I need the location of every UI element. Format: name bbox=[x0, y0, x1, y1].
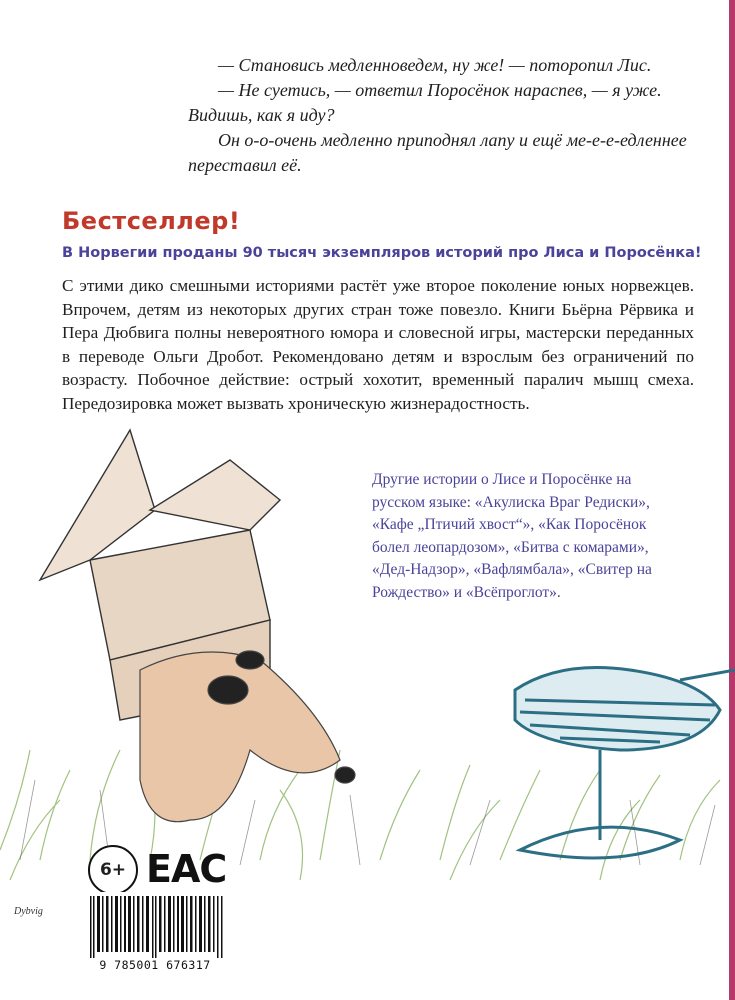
excerpt-line-2: — Не суетись, — ответил Поросёнок нараспев, — я уже. Видишь, как я иду? bbox=[188, 80, 662, 125]
illustrator-signature: Dybvig bbox=[14, 906, 43, 917]
promo-body: С этими дико смешными историями растёт уже второе поколение юных норвежцев. Впрочем, детям из некоторых других стран тоже повезло. Книги Бьёрна Рёрвика и Пера Дюбвига полны невероятного юмора и словесной игры, мастерски переданных в переводе Ольги Дробот. Рекомендовано детям и взрослым без ограничений по возрасту. Побочное действие: острый хохотит, временный паралич мышц смеха. Передозировка может вызвать хроническую жизнерадостность. bbox=[62, 276, 694, 413]
sales-subtitle: В Норвегии проданы 90 тысяч экземпляров историй про Лиса и Поросёнка! bbox=[62, 245, 702, 261]
fox-figure bbox=[140, 651, 355, 822]
other-stories-list bbox=[372, 469, 682, 604]
barcode-bars bbox=[90, 896, 224, 958]
age-rating-label: 6+ bbox=[99, 860, 127, 880]
promo-description bbox=[62, 274, 694, 415]
isbn-barcode bbox=[80, 892, 230, 980]
age-rating-badge bbox=[88, 845, 138, 895]
isbn-number: 9 785001 676317 bbox=[99, 958, 211, 972]
excerpt-line-3: Он о-о-очень медленно приподнял лапу и ещё ме-е-е-едленнее переставил её. bbox=[188, 130, 687, 175]
bestseller-title: Бестселлер! bbox=[62, 207, 241, 235]
excerpt-line-1: — Становись медленноведем, ну же! — поторопил Лис. bbox=[218, 55, 652, 75]
story-excerpt bbox=[188, 53, 688, 178]
eac-certification-mark: EAC bbox=[146, 847, 227, 891]
striped-chair bbox=[515, 668, 735, 859]
other-stories-text: Другие истории о Лисе и Поросёнке на русском языке: «Акулиска Враг Редиски», «Кафе „Птичий хвост“», «Как Поросёнок болел леопардозом», «Битва с комарами», «Дед-Надзор», «Вафлямбала», «Свитер на Рождество» и «Всёпроглот». bbox=[372, 471, 652, 601]
